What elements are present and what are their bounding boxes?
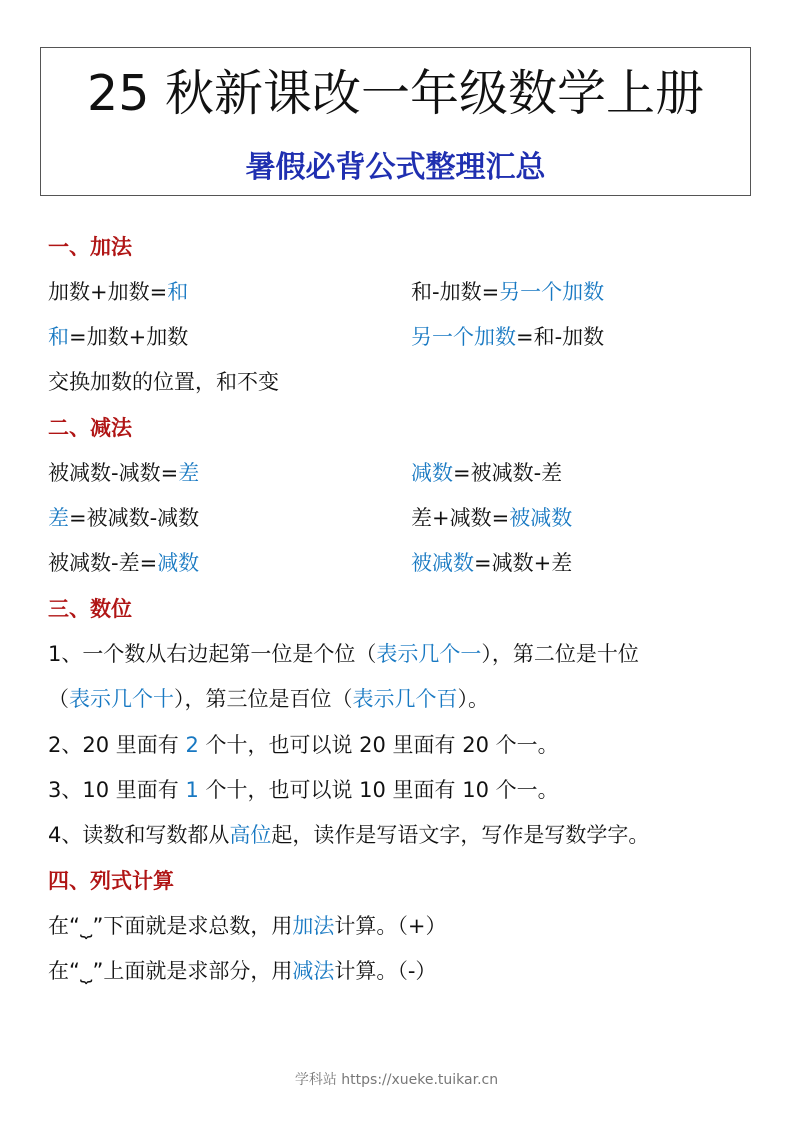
paragraph-line [48,640,639,668]
formula-line [48,549,199,577]
paragraph-highlight: 表示几个十 [69,687,174,711]
formula-highlight: 另一个加数 [499,280,605,304]
paragraph-line [48,821,649,849]
formula-line [411,278,604,306]
paragraph-line [48,731,559,759]
paragraph-highlight: 加法 [292,914,335,938]
formula-text: =减数+差 [474,551,573,575]
formula-highlight: 被减数 [509,506,573,530]
formula-text: 和-加数= [411,280,500,304]
paragraph-text: 个十，也可以说 20 里面有 20 个一。 [198,733,559,757]
paragraph-text: 计算。（+） [334,914,447,938]
formula-text: 差+减数= [411,506,510,530]
paragraph-text: ）。 [457,687,489,711]
page-title: 25 秋新课改一年级数学上册 [87,65,704,122]
formula-highlight: 差 [178,461,200,485]
formula-highlight: 减数 [411,461,453,485]
section-heading-addition: 一、加法 [48,235,132,259]
formula-highlight: 另一个加数 [411,325,516,349]
formula-highlight: 和 [167,280,189,304]
section-heading-subtraction: 二、减法 [48,416,132,440]
paragraph-text: ），第二位是十位 [481,642,639,666]
paragraph-text: 1、一个数从右边起第一位是个位（ [48,642,377,666]
paragraph-text: 在“⏟”下面就是求总数，用 [48,914,293,938]
formula-line [411,459,562,487]
formula-line [48,323,188,351]
title-box [40,47,751,196]
paragraph-text: ），第三位是百位（ [174,687,353,711]
section-heading-place-value: 三、数位 [48,597,132,621]
paragraph-text: 起，读作是写语文字，写作是写数学字。 [271,823,650,847]
paragraph-text: 计算。（-） [334,959,437,983]
formula-highlight: 减数 [157,551,200,575]
formula-highlight: 差 [48,506,69,530]
formula-text: 被减数-减数= [48,461,179,485]
paragraph-highlight: 表示几个百 [352,687,458,711]
paragraph-text: 在“⏟”上面就是求部分，用 [48,959,293,983]
formula-text: =被减数-减数 [69,506,200,530]
formula-text: 加数+加数= [48,280,168,304]
paragraph-highlight: 高位 [229,823,272,847]
paragraph-text: 3、10 里面有 [48,778,186,802]
formula-highlight: 和 [48,325,69,349]
formula-line [411,549,572,577]
paragraph-text: （ [48,687,69,711]
page-subtitle: 暑假必背公式整理汇总 [245,150,546,185]
formula-line [411,323,604,351]
paragraph-line [48,776,559,804]
paragraph-highlight: 2 [185,733,199,757]
paragraph-text: 4、读数和写数都从 [48,823,230,847]
paragraph-line [48,685,489,713]
section-heading-word-problems: 四、列式计算 [48,869,174,893]
rule-line: 交换加数的位置，和不变 [48,370,279,394]
paragraph-text: 个十，也可以说 10 里面有 10 个一。 [198,778,559,802]
paragraph-line [48,912,446,940]
paragraph-highlight: 表示几个一 [376,642,482,666]
formula-line [411,504,572,532]
formula-highlight: 被减数 [411,551,474,575]
formula-text: =和-加数 [516,325,605,349]
formula-text: 被减数-差= [48,551,158,575]
formula-text: =加数+加数 [69,325,189,349]
footer-watermark: 学科站 https://xueke.tuikar.cn [294,1072,499,1088]
paragraph-highlight: 1 [185,778,199,802]
paragraph-line [48,957,436,985]
formula-line [48,278,188,306]
paragraph-text: 2、20 里面有 [48,733,186,757]
formula-text: =被减数-差 [453,461,563,485]
formula-line [48,504,199,532]
paragraph-highlight: 减法 [292,959,335,983]
formula-line [48,459,199,487]
